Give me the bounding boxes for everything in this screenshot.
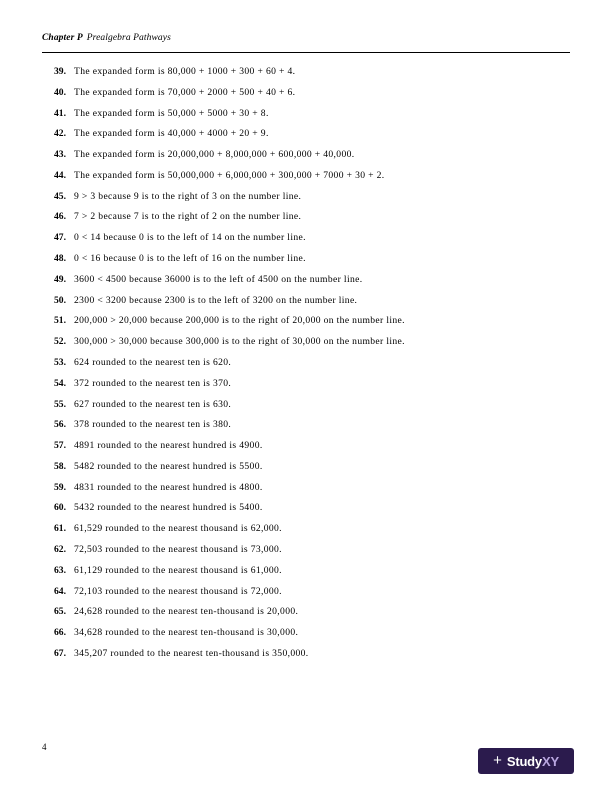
item-number: 49. xyxy=(54,273,66,285)
list-item xyxy=(42,440,570,452)
list-item xyxy=(42,482,570,494)
item-text: 200,000 > 20,000 because 200,000 is to the right of 20,000 on the number line. xyxy=(74,315,405,327)
page-number: 4 xyxy=(42,742,47,752)
item-number: 47. xyxy=(54,232,66,244)
item-number: 57. xyxy=(54,440,66,452)
item-number: 66. xyxy=(54,627,66,639)
item-text: 7 > 2 because 7 is to the right of 2 on the number line. xyxy=(74,211,302,223)
item-number: 46. xyxy=(54,211,66,223)
list-item xyxy=(42,66,570,78)
item-text: 72,503 rounded to the nearest thousand is 73,000. xyxy=(74,543,282,555)
list-item xyxy=(42,523,570,535)
item-number: 44. xyxy=(54,169,66,181)
answer-list xyxy=(42,66,570,669)
item-text: 345,207 rounded to the nearest ten-thousand is 350,000. xyxy=(74,647,309,659)
item-number: 50. xyxy=(54,294,66,306)
list-item xyxy=(42,357,570,369)
header-book-title: Prealgebra Pathways xyxy=(86,33,171,43)
list-item xyxy=(42,128,570,140)
item-number: 65. xyxy=(54,606,66,618)
studyxy-logo xyxy=(478,748,574,774)
list-item xyxy=(42,253,570,265)
list-item xyxy=(42,586,570,598)
item-text: 378 rounded to the nearest ten is 380. xyxy=(74,419,232,431)
header-divider xyxy=(42,52,570,53)
item-text: 2300 < 3200 because 2300 is to the left of 3200 on the number line. xyxy=(74,294,358,306)
item-number: 61. xyxy=(54,523,66,535)
item-text: 34,628 rounded to the nearest ten-thousand is 30,000. xyxy=(74,627,299,639)
list-item xyxy=(42,191,570,203)
item-text: 4891 rounded to the nearest hundred is 4900. xyxy=(74,440,263,452)
item-text: The expanded form is 70,000 + 2000 + 500 + 40 + 6. xyxy=(74,86,296,98)
item-text: The expanded form is 50,000,000 + 6,000,000 + 300,000 + 7000 + 30 + 2. xyxy=(74,169,385,181)
list-item xyxy=(42,170,570,182)
item-text: 72,103 rounded to the nearest thousand is 72,000. xyxy=(74,585,282,597)
list-item xyxy=(42,149,570,161)
item-number: 63. xyxy=(54,564,66,576)
item-number: 60. xyxy=(54,502,66,514)
list-item xyxy=(42,419,570,431)
item-text: 300,000 > 30,000 because 300,000 is to the right of 30,000 on the number line. xyxy=(74,336,405,348)
list-item xyxy=(42,378,570,390)
list-item xyxy=(42,502,570,514)
item-text: 624 rounded to the nearest ten is 620. xyxy=(74,356,232,368)
item-number: 43. xyxy=(54,149,66,161)
item-number: 52. xyxy=(54,336,66,348)
item-number: 59. xyxy=(54,481,66,493)
list-item xyxy=(42,336,570,348)
item-text: 627 rounded to the nearest ten is 630. xyxy=(74,398,232,410)
item-text: The expanded form is 80,000 + 1000 + 300 + 60 + 4. xyxy=(74,66,296,77)
item-text: 61,529 rounded to the nearest thousand is 62,000. xyxy=(74,523,282,535)
item-text: 9 > 3 because 9 is to the right of 3 on the number line. xyxy=(74,190,302,202)
item-number: 54. xyxy=(54,377,66,389)
item-number: 64. xyxy=(54,585,66,597)
item-text: 4831 rounded to the nearest hundred is 4800. xyxy=(74,481,263,493)
list-item xyxy=(42,232,570,244)
item-number: 39. xyxy=(54,66,66,77)
list-item xyxy=(42,565,570,577)
item-number: 48. xyxy=(54,253,66,265)
list-item xyxy=(42,627,570,639)
list-item xyxy=(42,461,570,473)
item-text: The expanded form is 20,000,000 + 8,000,000 + 600,000 + 40,000. xyxy=(74,149,355,161)
item-number: 58. xyxy=(54,460,66,472)
item-number: 40. xyxy=(54,86,66,98)
item-text: 5482 rounded to the nearest hundred is 5500. xyxy=(74,460,263,472)
item-text: 0 < 14 because 0 is to the left of 14 on the number line. xyxy=(74,232,306,244)
item-number: 53. xyxy=(54,356,66,368)
header-chapter-label: Chapter P xyxy=(42,33,83,43)
item-text: 0 < 16 because 0 is to the left of 16 on the number line. xyxy=(74,253,306,265)
list-item xyxy=(42,295,570,307)
list-item xyxy=(42,606,570,618)
item-number: 42. xyxy=(54,128,66,140)
item-number: 41. xyxy=(54,107,66,119)
brand-name-main: Study xyxy=(506,753,542,769)
item-number: 56. xyxy=(54,419,66,431)
brand-name-suffix: XY xyxy=(541,753,559,769)
plus-icon: + xyxy=(493,752,502,769)
list-item xyxy=(42,648,570,660)
item-text: 24,628 rounded to the nearest ten-thousand is 20,000. xyxy=(74,606,299,618)
list-item xyxy=(42,544,570,556)
item-text: The expanded form is 50,000 + 5000 + 30 + 8. xyxy=(74,107,269,119)
item-number: 62. xyxy=(54,543,66,555)
item-number: 67. xyxy=(54,647,66,659)
item-text: The expanded form is 40,000 + 4000 + 20 + 9. xyxy=(74,128,269,140)
item-text: 372 rounded to the nearest ten is 370. xyxy=(74,377,232,389)
list-item xyxy=(42,87,570,99)
list-item xyxy=(42,274,570,286)
item-number: 55. xyxy=(54,398,66,410)
item-text: 5432 rounded to the nearest hundred is 5400. xyxy=(74,502,263,514)
item-number: 51. xyxy=(54,315,66,327)
list-item xyxy=(42,315,570,327)
item-text: 61,129 rounded to the nearest thousand is 61,000. xyxy=(74,564,282,576)
item-number: 45. xyxy=(54,190,66,202)
list-item xyxy=(42,211,570,223)
list-item xyxy=(42,108,570,120)
item-text: 3600 < 4500 because 36000 is to the left of 4500 on the number line. xyxy=(74,273,363,285)
page-header xyxy=(42,33,171,43)
brand-name xyxy=(507,754,559,769)
list-item xyxy=(42,399,570,411)
